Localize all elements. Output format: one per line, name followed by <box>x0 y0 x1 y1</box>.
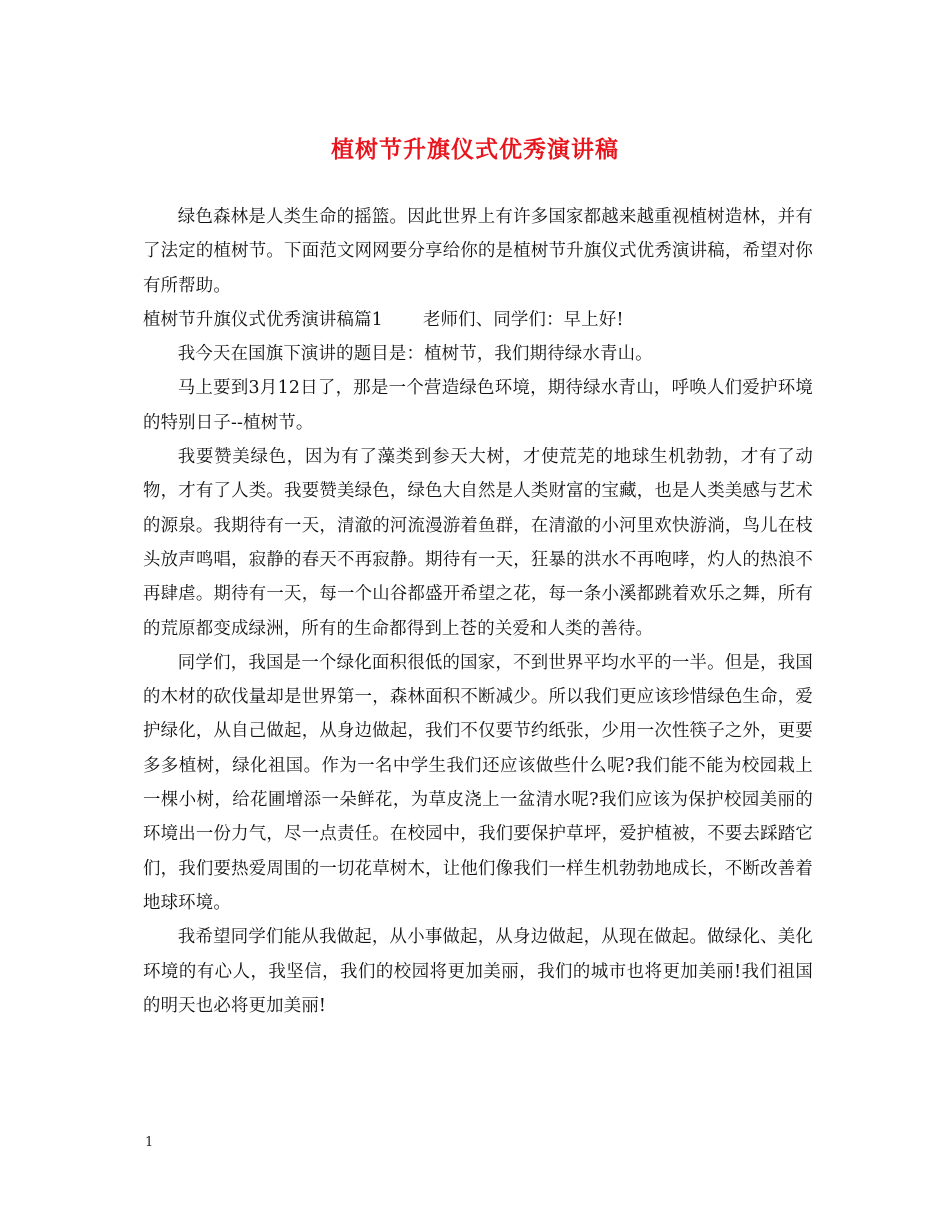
section-heading: 植树节升旗仪式优秀演讲稿篇1 <box>143 309 383 330</box>
section-heading-line <box>143 303 813 337</box>
document-body <box>143 200 813 1023</box>
page-number: 1 <box>145 1135 154 1150</box>
intro-paragraph: 绿色森林是人类生命的摇篮。因此世界上有许多国家都越来越重视植树造林，并有了法定的植树节。下面范文网网要分享给你的是植树节升旗仪式优秀演讲稿，希望对你有所帮助。 <box>143 207 813 296</box>
body-paragraph: 我希望同学们能从我做起，从小事做起，从身边做起，从现在做起。做绿化、美化环境的有心人，我坚信，我们的校园将更加美丽，我们的城市也将更加美丽!我们祖国的明天也必将更加美丽! <box>143 927 813 1016</box>
greeting: 老师们、同学们：早上好! <box>422 309 624 330</box>
body-paragraph: 马上要到3月12日了，那是一个营造绿色环境，期待绿水青山，呼唤人们爱护环境的特别日子--植树节。 <box>143 378 813 433</box>
body-paragraph: 我要赞美绿色，因为有了藻类到参天大树，才使荒芜的地球生机勃勃，才有了动物，才有了人类。我要赞美绿色，绿色大自然是人类财富的宝藏，也是人类美感与艺术的源泉。我期待有一天，清澈的河流漫游着鱼群，在清澈的小河里欢快游淌，鸟儿在枝头放声鸣唱，寂静的春天不再寂静。期待有一天，狂暴的洪水不再咆哮，灼人的热浪不再肆虐。期待有一天，每一个山谷都盛开希望之花，每一条小溪都跳着欢乐之舞，所有的荒原都变成绿洲，所有的生命都得到上苍的关爱和人类的善待。 <box>143 447 813 639</box>
body-paragraph: 我今天在国旗下演讲的题目是：植树节，我们期待绿水青山。 <box>177 344 653 365</box>
body-paragraph: 同学们，我国是一个绿化面积很低的国家，不到世界平均水平的一半。但是，我国的木材的砍伐量却是世界第一，森林面积不断减少。所以我们更应该珍惜绿色生命，爱护绿化，从自己做起，从身边做起，我们不仅要节约纸张，少用一次性筷子之外，更要多多植树，绿化祖国。作为一名中学生我们还应该做些什么呢?我们能不能为校园栽上一棵小树，给花圃增添一朵鲜花，为草皮浇上一盆清水呢?我们应该为保护校园美丽的环境出一份力气，尽一点责任。在校园中，我们要保护草坪，爱护植被，不要去踩踏它们，我们要热爱周围的一切花草树木，让他们像我们一样生机勃勃地成长，不断改善着地球环境。 <box>143 652 813 913</box>
document-title: 植树节升旗仪式优秀演讲稿 <box>331 136 619 163</box>
